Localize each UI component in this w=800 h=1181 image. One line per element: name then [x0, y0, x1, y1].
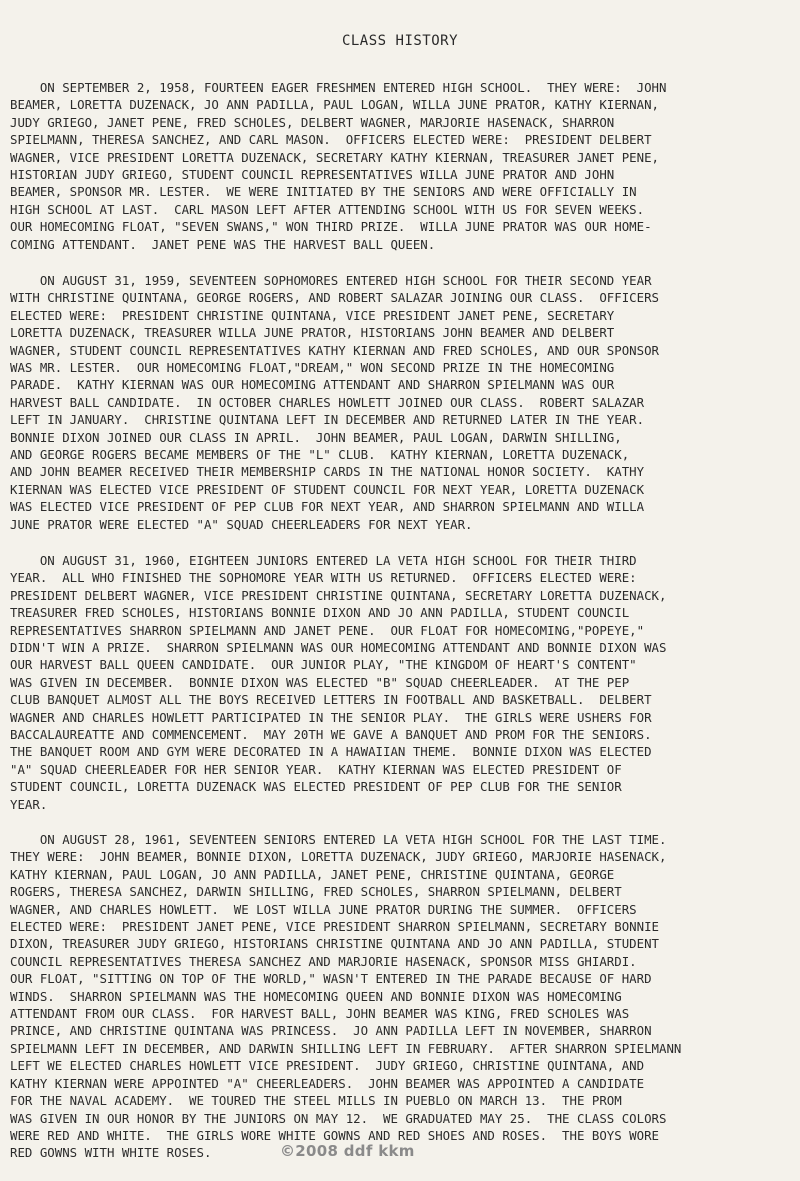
paragraph-senior-year: ON AUGUST 28, 1961, SEVENTEEN SENIORS ENTERED LA VETA HIGH SCHOOL FOR THE LAST TIME. THEY WERE: JOHN BEAMER, BONNIE DIXON, LORETTA DUZENACK, JUDY GRIEGO, MARJORIE HASENACK, KATHY KIERNAN, PAUL LOGAN, JO ANN PADILLA, JANET PENE, CHRISTINE QUINTANA, GEORGE ROGERS, THERESA SANCHEZ, DARWIN SHILLING, FRED SCHOLES, SHARRON SPIELMANN, DELBERT WAGNER, AND CHARLES HOWLETT. WE LOST WILLA JUNE PRATOR DURING THE SUMMER. OFFICERS ELECTED WERE: PRESIDENT JANET PENE, VICE PRESIDENT SHARRON SPIELMANN, SECRETARY BONNIE DIXON, TREASURER JUDY GRIEGO, HISTORIANS CHRISTINE QUINTANA AND JO ANN PADILLA, STUDENT COUNCIL REPRESENTATIVES THERESA SANCHEZ AND MARJORIE HASENACK, SPONSOR MISS GHIARDI. OUR FLOAT, "SITTING ON TOP OF THE WORLD," WASN'T ENTERED IN THE PARADE BECAUSE OF HARD WINDS. SHARRON SPIELMANN WAS THE HOMECOMING QUEEN AND BONNIE DIXON WAS HOMECOMING ATTENDANT FROM OUR CLASS. FOR HARVEST BALL, JOHN BEAMER WAS KING, FRED SCHOLES WAS PRINCE, AND CHRISTINE QUINTANA WAS PRINCESS. JO ANN PADILLA LEFT IN NOVEMBER, SHARRON SPIELMANN LEFT IN DECEMBER, AND DARWIN SHILLING LEFT IN FEBRUARY. AFTER SHARRON SPIELMANN LEFT WE ELECTED CHARLES HOWLETT VICE PRESIDENT. JUDY GRIEGO, CHRISTINE QUINTANA, AND KATHY KIERNAN WERE APPOINTED "A" CHEERLEADERS. JOHN BEAMER WAS APPOINTED A CANDIDATE FOR THE NAVAL ACADEMY. WE TOURED THE STEEL MILLS IN PUEBLO ON MARCH 13. THE PROM WAS GIVEN IN OUR HONOR BY THE JUNIORS ON MAY 12. WE GRADUATED MAY 25. THE CLASS COLORS WERE RED AND WHITE. THE GIRLS WORE WHITE GOWNS AND RED SHOES AND ROSES. THE BOYS WORE RED GOWNS WITH WHITE ROSES.	[10, 832, 682, 1161]
paragraph-junior-year: ON AUGUST 31, 1960, EIGHTEEN JUNIORS ENTERED LA VETA HIGH SCHOOL FOR THEIR THIRD YEAR. ALL WHO FINISHED THE SOPHOMORE YEAR WITH US RETURNED. OFFICERS ELECTED WERE: PRESIDENT DELBERT WAGNER, VICE PRESIDENT CHRISTINE QUINTANA, SECRETARY LORETTA DUZENACK, TREASURER FRED SCHOLES, HISTORIANS BONNIE DIXON AND JO ANN PADILLA, STUDENT COUNCIL REPRESENTATIVES SHARRON SPIELMANN AND JANET PENE. OUR FLOAT FOR HOMECOMING,"POPEYE," DIDN'T WIN A PRIZE. SHARRON SPIELMANN WAS OUR HOMECOMING ATTENDANT AND BONNIE DIXON WAS OUR HARVEST BALL QUEEN CANDIDATE. OUR JUNIOR PLAY, "THE KINGDOM OF HEART'S CONTENT" WAS GIVEN IN DECEMBER. BONNIE DIXON WAS ELECTED "B" SQUAD CHEERLEADER. AT THE PEP CLUB BANQUET ALMOST ALL THE BOYS RECEIVED LETTERS IN FOOTBALL AND BASKETBALL. DELBERT WAGNER AND CHARLES HOWLETT PARTICIPATED IN THE SENIOR PLAY. THE GIRLS WERE USHERS FOR BACCALAUREATTE AND COMMENCEMENT. MAY 20TH WE GAVE A BANQUET AND PROM FOR THE SENIORS. THE BANQUET ROOM AND GYM WERE DECORATED IN A HAWAIIAN THEME. BONNIE DIXON WAS ELECTED "A" SQUAD CHEERLEADER FOR HER SENIOR YEAR. KATHY KIERNAN WAS ELECTED PRESIDENT OF STUDENT COUNCIL, LORETTA DUZENACK WAS ELECTED PRESIDENT OF PEP CLUB FOR THE SENIOR YEAR.	[10, 553, 667, 812]
page-title: CLASS HISTORY	[341, 33, 459, 49]
paragraph-sophomore-year: ON AUGUST 31, 1959, SEVENTEEN SOPHOMORES ENTERED HIGH SCHOOL FOR THEIR SECOND YEAR WITH CHRISTINE QUINTANA, GEORGE ROGERS, AND ROBERT SALAZAR JOINING OUR CLASS. OFFICERS ELECTED WERE: PRESIDENT CHRISTINE QUINTANA, VICE PRESIDENT JANET PENE, SECRETARY LORETTA DUZENACK, TREASURER WILLA JUNE PRATOR, HISTORIANS JOHN BEAMER AND DELBERT WAGNER, STUDENT COUNCIL REPRESENTATIVES KATHY KIERNAN AND FRED SCHOLES, AND OUR SPONSOR WAS MR. LESTER. OUR HOMECOMING FLOAT,"DREAM," WON SECOND PRIZE IN THE HOMECOMING PARADE. KATHY KIERNAN WAS OUR HOMECOMING ATTENDANT AND SHARRON SPIELMANN WAS OUR HARVEST BALL CANDIDATE. IN OCTOBER CHARLES HOWLETT JOINED OUR CLASS. ROBERT SALAZAR LEFT IN JANUARY. CHRISTINE QUINTANA LEFT IN DECEMBER AND RETURNED LATER IN THE YEAR. BONNIE DIXON JOINED OUR CLASS IN APRIL. JOHN BEAMER, PAUL LOGAN, DARWIN SHILLING, AND GEORGE ROGERS BECAME MEMBERS OF THE "L" CLUB. KATHY KIERNAN, LORETTA DUZENACK, AND JOHN BEAMER RECEIVED THEIR MEMBERSHIP CARDS IN THE NATIONAL HONOR SOCIETY. KATHY KIERNAN WAS ELECTED VICE PRESIDENT OF STUDENT COUNCIL FOR NEXT YEAR, LORETTA DUZENACK WAS ELECTED VICE PRESIDENT OF PEP CLUB FOR NEXT YEAR, AND SHARRON SPIELMANN AND WILLA JUNE PRATOR WERE ELECTED "A" SQUAD CHEERLEADERS FOR NEXT YEAR.	[10, 273, 660, 532]
paragraph-freshman-year: ON SEPTEMBER 2, 1958, FOURTEEN EAGER FRESHMEN ENTERED HIGH SCHOOL. THEY WERE: JOHN BEAMER, LORETTA DUZENACK, JO ANN PADILLA, PAUL LOGAN, WILLA JUNE PRATOR, KATHY KIERNAN, JUDY GRIEGO, JANET PENE, FRED SCHOLES, DELBERT WAGNER, MARJORIE HASENACK, SHARRON SPIELMANN, THERESA SANCHEZ, AND CARL MASON. OFFICERS ELECTED WERE: PRESIDENT DELBERT WAGNER, VICE PRESIDENT LORETTA DUZENACK, SECRETARY KATHY KIERNAN, TREASURER JANET PENE, HISTORIAN JUDY GRIEGO, STUDENT COUNCIL REPRESENTATIVES WILLA JUNE PRATOR AND JOHN BEAMER, SPONSOR MR. LESTER. WE WERE INITIATED BY THE SENIORS AND WERE OFFICIALLY IN HIGH SCHOOL AT LAST. CARL MASON LEFT AFTER ATTENDING SCHOOL WITH US FOR SEVEN WEEKS. OUR HOMECOMING FLOAT, "SEVEN SWANS," WON THIRD PRIZE. WILLA JUNE PRATOR WAS OUR HOME- COMING ATTENDANT. JANET PENE WAS THE HARVEST BALL QUEEN.	[10, 80, 667, 252]
copyright-watermark: ©2008 ddf kkm	[280, 1142, 415, 1160]
